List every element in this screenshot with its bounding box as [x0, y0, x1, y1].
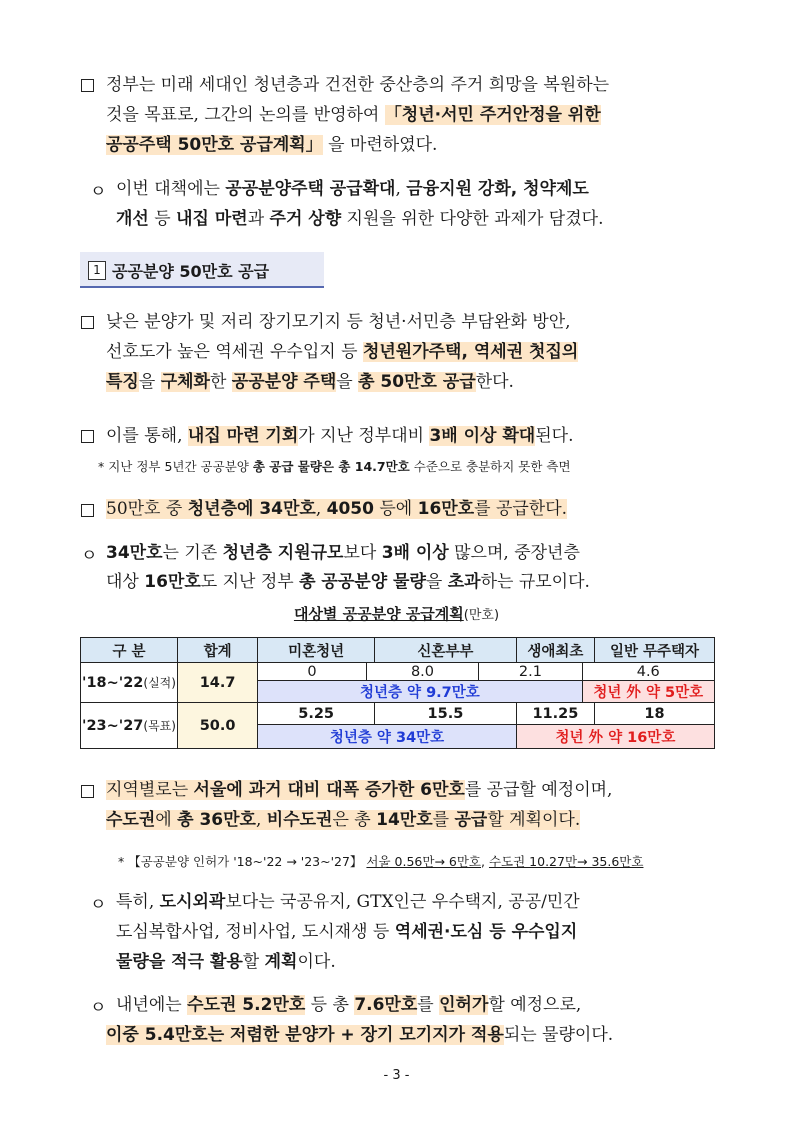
header-cell: 신혼부부 — [375, 638, 517, 663]
value-cell: 0 — [258, 663, 366, 681]
table-row — [81, 663, 715, 681]
header-cell: 합계 — [177, 638, 257, 663]
checkbox-bullet-icon — [81, 430, 94, 443]
text-line: 도심복합사업, 정비사업, 도시재생 등 역세권·도심 등 우수입지 — [116, 922, 578, 942]
section-number: 1 — [88, 261, 106, 280]
circle-bullet-icon: ㅇ — [90, 998, 107, 1018]
text-line: 이중 5.4만호는 저렴한 분양가 + 장기 모기지가 적용되는 물량이다. — [106, 1025, 614, 1045]
page-number: - 3 - — [383, 1068, 410, 1083]
header-cell: 구 분 — [81, 638, 178, 663]
footnote: * 지난 정부 5년간 공공분양 총 공급 물량은 총 14.7만호 수준으로 충분하지 못한 측면 — [98, 459, 571, 474]
youth-total-cell: 청년층 약 9.7만호 — [258, 681, 582, 703]
text-line: 정부는 미래 세대인 청년층과 건전한 중산층의 주거 희망을 복원하는 — [106, 75, 610, 95]
text-line: 특히, 도시외곽보다는 국공유지, GTX인근 우수택지, 공공/민간 — [116, 892, 580, 912]
period-label: '18~'22(실적) — [81, 663, 178, 703]
table-row — [81, 703, 715, 725]
text-line: 선호도가 높은 역세권 우수입지 등 청년원가주택, 역세권 첫집의 — [106, 342, 579, 362]
circle-bullet-icon: ㅇ — [90, 895, 107, 915]
header-cell: 미혼청년 — [258, 638, 375, 663]
circle-bullet-icon: ㅇ — [81, 546, 98, 566]
youth-total-cell: 청년층 약 34만호 — [258, 725, 517, 749]
text-line: 대상 16만호도 지난 정부 총 공공분양 물량을 초과하는 규모이다. — [106, 572, 590, 592]
checkbox-bullet-icon — [81, 316, 94, 329]
text-line: 물량을 적극 활용할 계획이다. — [116, 952, 336, 972]
table-caption: 대상별 공공분양 공급계획(만호) — [293, 605, 500, 623]
text-line: 공공주택 50만호 공급계획」 을 마련하였다. — [106, 135, 438, 155]
supply-plan-table — [80, 637, 715, 749]
checkbox-bullet-icon — [81, 79, 94, 92]
period-label: '23~'27(목표) — [81, 703, 178, 749]
header-cell: 생애최초 — [516, 638, 594, 663]
footnote: * 【공공분양 인허가 '18~'22 → '23~'27】 서울 0.56만→ 6만호, 수도권 10.27만→ 35.6만호 — [118, 854, 644, 869]
text-line: 이번 대책에는 공공분양주택 공급확대, 금융지원 강화, 청약제도 — [116, 179, 589, 199]
header-cell: 일반 무주택자 — [595, 638, 715, 663]
text-line: 34만호는 기존 청년층 지원규모보다 3배 이상 많으며, 중장년층 — [106, 543, 580, 563]
value-cell: 4.6 — [582, 663, 715, 681]
value-cell: 15.5 — [375, 703, 517, 725]
table-header-row — [81, 638, 715, 663]
text-line: 50만호 중 청년층에 34만호, 4050 등에 16만호를 공급한다. — [106, 499, 568, 519]
non-youth-total-cell: 청년 外 약 5만호 — [582, 681, 715, 703]
circle-bullet-icon: ㅇ — [90, 182, 107, 202]
text-line: 지역별로는 서울에 과거 대비 대폭 증가한 6만호를 공급할 예정이며, — [106, 780, 613, 800]
total-cell: 14.7 — [177, 663, 257, 703]
value-cell: 18 — [595, 703, 715, 725]
text-line: 개선 등 내집 마련과 주거 상향 지원을 위한 다양한 과제가 담겼다. — [116, 209, 604, 229]
section-heading — [80, 252, 324, 288]
text-line: 내년에는 수도권 5.2만호 등 총 7.6만호를 인허가할 예정으로, — [116, 995, 582, 1015]
text-line: 수도권에 총 36만호, 비수도권은 총 14만호를 공급할 계획이다. — [106, 810, 581, 830]
text-line: 이를 통해, 내집 마련 기회가 지난 정부대비 3배 이상 확대된다. — [106, 426, 574, 446]
value-cell: 5.25 — [258, 703, 375, 725]
section-title: 공공분양 50만호 공급 — [112, 262, 270, 281]
value-cell: 11.25 — [516, 703, 594, 725]
text-line: 것을 목표로, 그간의 논의를 반영하여 「청년·서민 주거안정을 위한 — [106, 105, 601, 125]
non-youth-total-cell: 청년 外 약 16만호 — [516, 725, 714, 749]
text-line: 특징을 구체화한 공공분양 주택을 총 50만호 공급한다. — [106, 372, 514, 392]
value-cell: 8.0 — [366, 663, 479, 681]
checkbox-bullet-icon — [81, 785, 94, 798]
checkbox-bullet-icon — [81, 504, 94, 517]
total-cell: 50.0 — [177, 703, 257, 749]
text-line: 낮은 분양가 및 저리 장기모기지 등 청년·서민층 부담완화 방안, — [106, 312, 571, 332]
value-cell: 2.1 — [479, 663, 582, 681]
